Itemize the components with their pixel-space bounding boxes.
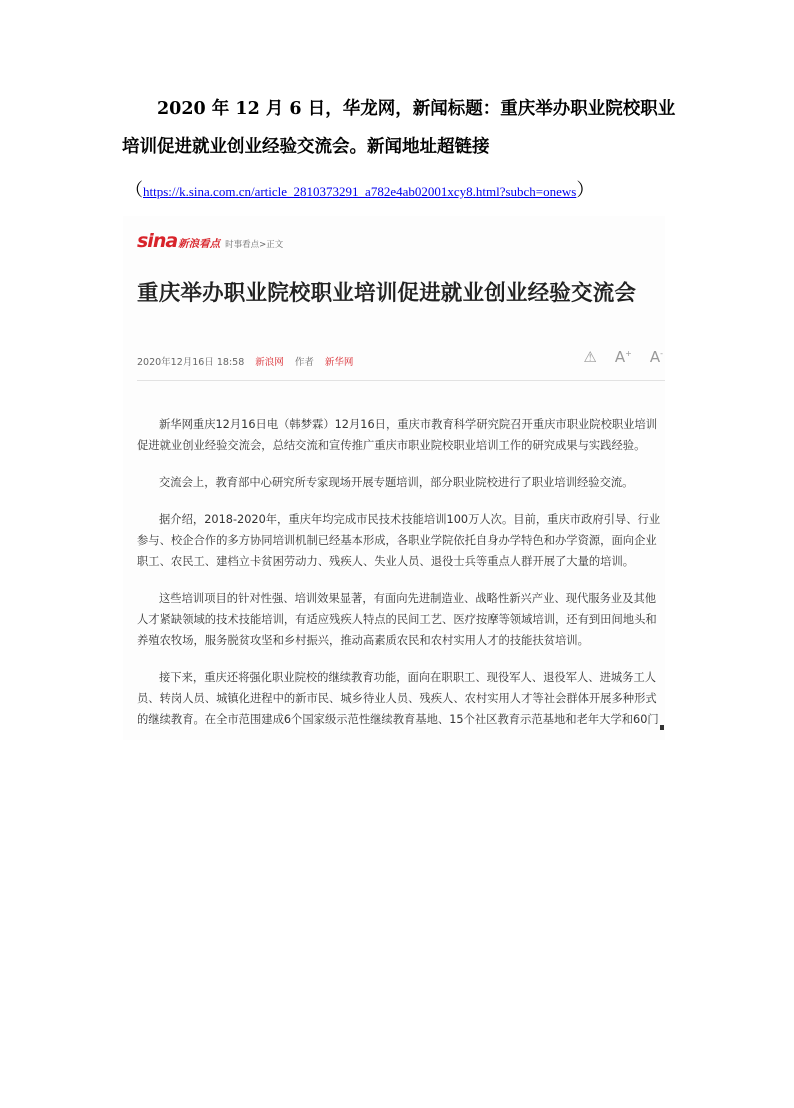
source-link[interactable]: 新浪网 <box>255 357 284 368</box>
font-smaller-glyph: A <box>649 348 661 366</box>
intro-line-2: 培训促进就业创业经验交流会。新闻地址超链接 <box>122 137 490 157</box>
font-smaller-icon[interactable]: A- <box>649 348 663 366</box>
link-line <box>125 176 594 202</box>
logo-subtitle: 新浪看点 <box>178 238 221 250</box>
paragraph: 这些培训项目的针对性强、培训效果显著，有面向先进制造业、战略性新兴产业、现代服务业及其他人才紧缺领域的技术技能培训，有适应残疾人特点的民间工艺、医疗按摩等领域培训，还有到田间地头和养殖农牧场，服务脱贫攻坚和乡村振兴，推动高素质农民和农村实用人才的技能扶贫培训。 <box>137 592 657 647</box>
publish-date: 2020年12月16日 18:58 <box>137 357 245 368</box>
article-screenshot <box>123 216 665 740</box>
news-link[interactable]: https://k.sina.com.cn/article_2810373291_a782e4ab02001xcy8.html?subch=onews <box>143 184 577 199</box>
paragraph: 交流会上，教育部中心研究所专家现场开展专题培训，部分职业院校进行了职业培训经验交流。 <box>159 476 634 489</box>
meta-divider <box>137 380 665 381</box>
author-link[interactable]: 新华网 <box>324 357 354 368</box>
paren-open: （ <box>125 180 143 200</box>
font-larger-icon[interactable]: A+ <box>614 348 632 366</box>
article-body <box>137 414 665 740</box>
paragraph: 新华网重庆12月16日电（韩梦霖）12月16日，重庆市教育科学研究院召开重庆市职业院校职业培训促进就业创业经验交流会，总结交流和宣传推广重庆市职业院校职业培训工作的研究成果与实践经验。 <box>137 418 658 452</box>
edge-mark <box>660 725 664 730</box>
article-tools <box>565 348 663 366</box>
intro-line-1: 2020 年 12 月 6 日，华龙网，新闻标题：重庆举办职业院校职业 <box>157 99 676 119</box>
article-title: 重庆举办职业院校职业培训促进就业创业经验交流会 <box>137 281 637 306</box>
report-icon[interactable]: ⚠ <box>583 348 597 366</box>
article-meta <box>137 354 353 368</box>
intro-text <box>122 90 682 166</box>
paren-close: ） <box>576 180 595 200</box>
author-label: 作者 <box>294 357 314 368</box>
paragraph: 接下来，重庆还将强化职业院校的继续教育功能，面向在职职工、现役军人、退役军人、进城务工人员、转岗人员、城镇化进程中的新市民、城乡待业人员、残疾人、农村实用人才等社会群体开展多种形式的继续教育。在全市范围建成6个国家级示范性继续教育基地、15个社区教育示范基地和老年大学和60门 <box>137 671 659 726</box>
paragraph: 据介绍，2018-2020年，重庆年均完成市民技术技能培训100万人次。目前，重庆市政府引导、行业参与、校企合作的多方协同培训机制已经基本形成，各职业学院依托自身办学特色和办学资源，面向企业职工、农民工、建档立卡贫困劳动力、残疾人、失业人员、退役士兵等重点人群开展了大量的培训。 <box>137 513 661 568</box>
breadcrumb[interactable]: 时事看点>正文 <box>225 240 284 250</box>
font-larger-glyph: A <box>614 348 626 366</box>
site-header <box>137 230 283 252</box>
sina-logo[interactable]: sina <box>137 230 178 252</box>
